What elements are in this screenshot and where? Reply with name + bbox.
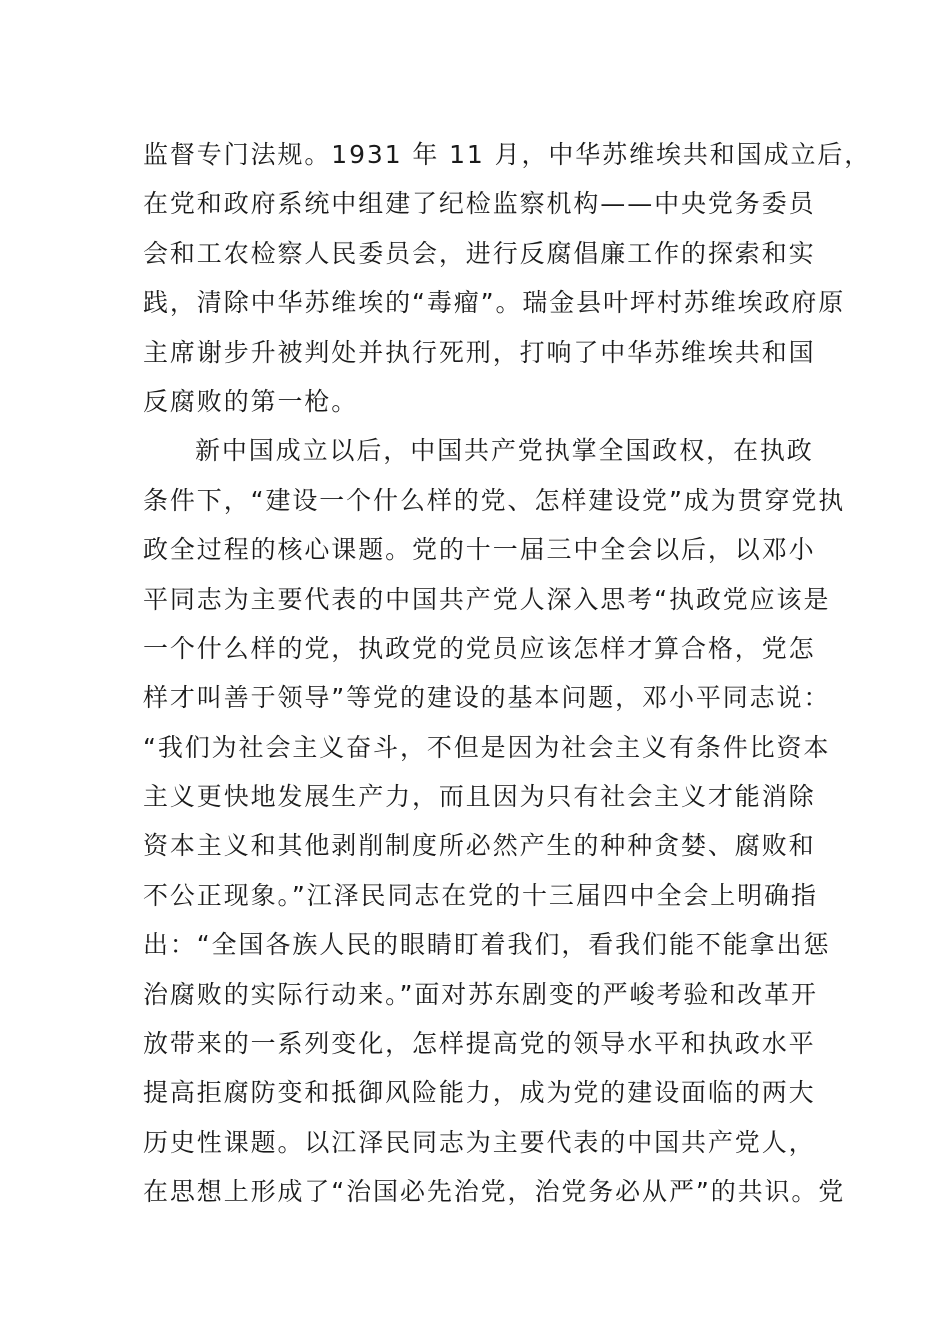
- text-line: 提高拒腐防变和抵御风险能力，成为党的建设面临的两大: [143, 1078, 816, 1108]
- text-line: 出：“全国各族人民的眼睛盯着我们，看我们能不能拿出惩: [143, 930, 831, 960]
- text-line: 践，清除中华苏维埃的“毒瘤”。瑞金县叶坪村苏维埃政府原: [143, 288, 846, 318]
- text-line: 一个什么样的党，执政党的党员应该怎样才算合格，党怎: [143, 633, 816, 663]
- text-line: 在党和政府系统中组建了纪检监察机构——中央党务委员: [143, 189, 816, 219]
- body-text: [143, 130, 872, 1217]
- text-line: 政全过程的核心课题。党的十一届三中全会以后，以邓小: [143, 535, 816, 565]
- text-line: 会和工农检察人民委员会，进行反腐倡廉工作的探索和实: [143, 238, 816, 268]
- text-line: 主席谢步升被判处并执行死刑，打响了中华苏维埃共和国: [143, 337, 816, 367]
- text-line: 监督专门法规。1931 年 11 月，中华苏维埃共和国成立后，: [143, 140, 872, 169]
- text-line: “我们为社会主义奋斗，不但是因为社会主义有条件比资本: [143, 732, 831, 762]
- text-line: 反腐败的第一枪。: [143, 386, 359, 416]
- text-line: 治腐败的实际行动来。”面对苏东剧变的严峻考验和改革开: [143, 979, 818, 1009]
- text-line: 样才叫善于领导”等党的建设的基本问题，邓小平同志说：: [143, 683, 831, 713]
- text-line: 条件下，“建设一个什么样的党、怎样建设党”成为贯穿党执: [143, 485, 846, 515]
- text-line: 在思想上形成了“治国必先治党，治党务必从严”的共识。党: [143, 1177, 846, 1207]
- text-line: 不公正现象。”江泽民同志在党的十三届四中全会上明确指: [143, 880, 818, 910]
- text-line: 历史性课题。以江泽民同志为主要代表的中国共产党人，: [143, 1127, 816, 1157]
- text-line-indented: 新中国成立以后，中国共产党执掌全国政权，在执政: [195, 436, 814, 466]
- text-line: 主义更快地发展生产力，而且因为只有社会主义才能消除: [143, 782, 816, 812]
- text-line: 放带来的一系列变化，怎样提高党的领导水平和执政水平: [143, 1029, 816, 1059]
- text-line: 平同志为主要代表的中国共产党人深入思考“执政党应该是: [143, 584, 831, 614]
- text-line: 资本主义和其他剥削制度所必然产生的种种贪婪、腐败和: [143, 831, 816, 861]
